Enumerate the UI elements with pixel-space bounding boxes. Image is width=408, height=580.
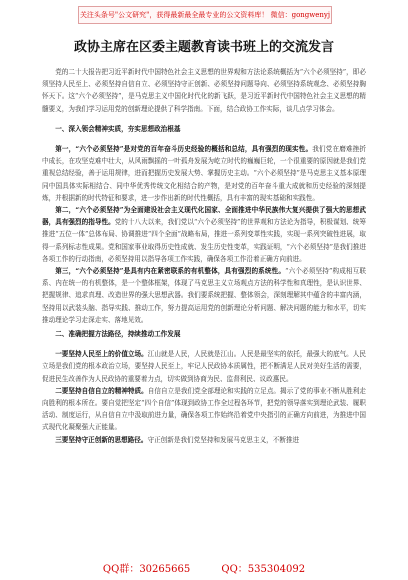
body-paragraph: [42, 434, 366, 446]
body-paragraph: [42, 265, 366, 326]
body-paragraph: [42, 143, 366, 204]
paragraph-text: 江山就是人民，人民就是江山。人民是最坚实的依托，最强大的底气。人民立场是我们党的根本政治立场，要坚持人民至上，牢记人民政协本质属性，把不断满足人民对美好生活的需要，促进民生改善作为人民政协的重要着力点，切实做到协商为民、监督利民、议政惠民。: [42, 350, 367, 383]
document-body: [42, 66, 366, 446]
paragraph-lead: 第三，“六个必须坚持”是具有内在紧密联系的有机整体，具有强烈的系统性。: [55, 267, 286, 276]
promo-banner: 关注头条号"公文研究"，获得最新最全最专业的公文资料库！ 微信：gongwenyj: [78, 6, 332, 24]
section-heading: 二、准确把握方法路径，持续推动工作发展: [55, 330, 181, 339]
paragraph-text: 守正创新是我们党坚持和发展马克思主义，不断推进: [147, 435, 300, 444]
spacer: [42, 115, 366, 121]
paragraph-lead: 第二，“六个必须坚持”为全面建设社会主义现代化国家、全面推进中华民族伟大复兴提供了强大的思想武器，具有强烈的指导性。: [42, 206, 366, 227]
paragraph-lead: 第一，“六个必须坚持”是对党的百年奋斗历史经验的概括和总结，具有强烈的现实性。: [55, 145, 313, 154]
paragraph-lead: 三要坚持守正创新的思想路径。: [55, 435, 148, 444]
paragraph-text: 党的十八大以来，我们党以“六个必须坚持”的世界观和方法论为指导，积极谋划、统筹推进“五位一体”总体布局、协调推进“四个全面”战略布局，推进一系列变革性实践，实现一系列突破性进展，取得一系列标志性成果。党和国家事业取得历史性成就、发生历史性变革，实践证明，“六个必须坚持”是我们推进各项工作的行动指南，必须坚持用以指导各项工作实践，确保各项工作沿着正确方向前进。: [42, 218, 366, 263]
body-paragraph: 党的二十大报告把习近平新时代中国特色社会主义思想的世界观和方法论系统概括为“六个必须坚持”，即必须坚持人民至上、必须坚持自信自立、必须坚持守正创新、必须坚持问题导向、必须坚持系统观念、必须坚持胸怀天下。这“六个必须坚持”，是马克思主义中国化时代化的新飞跃，是习近平新时代中国特色社会主义思想的精髓要义，为我们学习运用党的创新理论提供了科学指南。下面，结合政协工作实际，谈几点学习体会。: [42, 68, 366, 113]
qq-number-text: QQ：535304092: [221, 564, 306, 575]
contact-footer: [0, 560, 408, 575]
document-title: 政协主席在区委主题教育读书班上的交流发言: [73, 40, 334, 55]
paragraph-lead: 一要坚持人民至上的价值立场。: [55, 350, 148, 359]
paragraph-lead: 二要坚持自信自立的精神特质。: [55, 386, 148, 395]
body-paragraph: [42, 385, 366, 434]
qq-group-text: QQ群：30265665: [102, 564, 191, 575]
paragraph-text: 我们党在磨难挫折中成长，在攻坚克难中壮大，从风雨飘摇的一叶孤舟发展为屹立时代的巍巍巨轮，一个很重要的原因就是我们党重视总结经验，善于运用规律，进而把握历史发展大势、掌握历史主动。“六个必须坚持”是马克思主义基本原理同中国具体实际相结合、同中华优秀传统文化相结合的产物，是对党的百年奋斗重大成就和历史经验的深刻提炼，并根据新的时代特征和要求，进一步作出新的时代性概括，具有丰富的现实基础和实践性。: [42, 145, 367, 202]
paragraph-text: 自信自立是我们党全部理论和实践的立足点。揭示了党的事业不断从胜利走向胜利的根本所在。要自觉把坚定“四个自信”体现到政协工作全过程各环节，把党的领导落实到理论武装、履职活动、制度运行，从自信自立中汲取前进力量，确保各项工作始终沿着党中央指引的正确方向前进，为推进中国式现代化凝聚强大正能量。: [42, 386, 367, 432]
body-paragraph: [42, 204, 366, 265]
body-paragraph: [42, 348, 366, 385]
paragraph-text: “六个必须坚持”构成相互联系、内在统一的有机整体，是一个整体框架，体现了马克思主义立场观点方法的科学性和真理性，是认识世界、把握规律、追求真理、改造世界的强大思想武器。我们要系统把握、整体领会，深刻理解其中蕴含的丰富内涵，坚持用以武装头脑、指导实践、推动工作，努力提高运用党的创新理论分析问题、解决问题的能力和水平，切实推动理论学习走深走实、落地见效。: [42, 267, 366, 324]
section-heading: 一、深入领会精神实质，夯实思想政治根基: [55, 124, 181, 133]
